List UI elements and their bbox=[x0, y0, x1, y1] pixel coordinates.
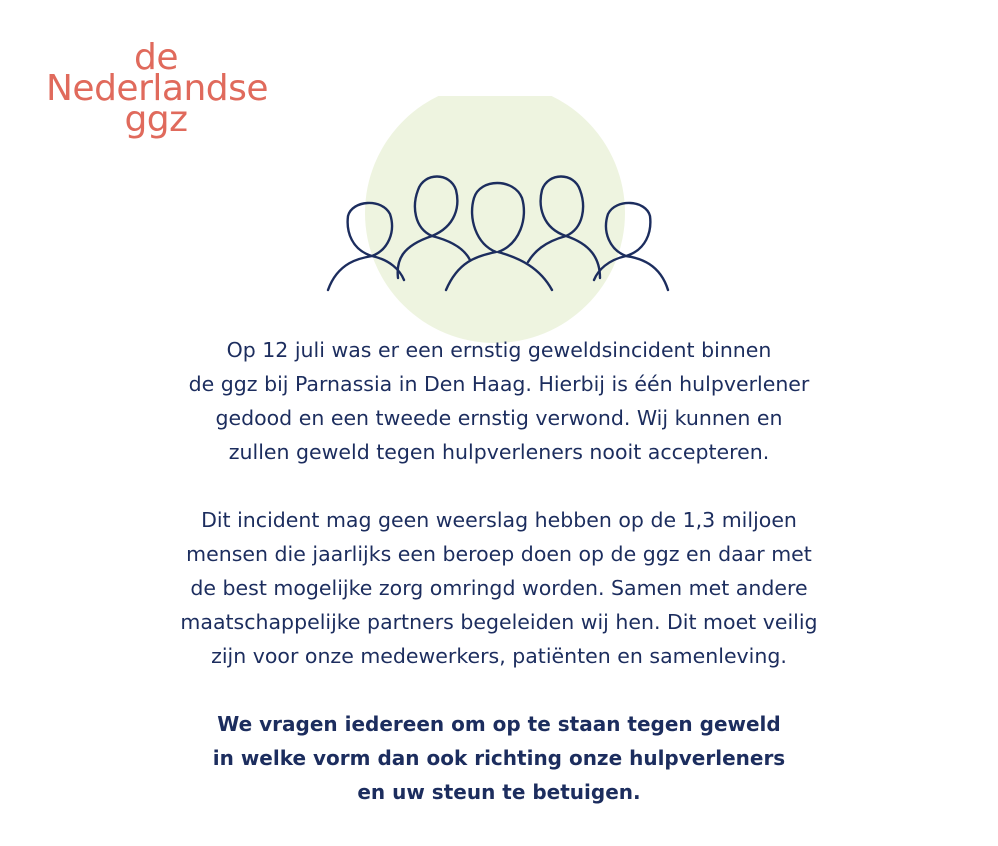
nederlandse-ggz-logo bbox=[46, 37, 269, 140]
paragraph-1-line-1: Op 12 juli was er een ernstig geweldsincident binnen bbox=[226, 338, 772, 362]
paragraph-2-line-4: maatschappelijke partners begeleiden wij hen. Dit moet veilig bbox=[180, 610, 818, 634]
paragraph-2-line-2: mensen die jaarlijks een beroep doen op de ggz en daar met bbox=[186, 542, 812, 566]
group-of-people-icon bbox=[318, 96, 678, 346]
paragraph-spacer bbox=[99, 673, 899, 707]
statement bbox=[99, 333, 899, 809]
call-to-action-line-1: We vragen iedereen om op te staan tegen geweld bbox=[217, 712, 781, 736]
logo-line-de: de bbox=[134, 37, 178, 78]
paragraph-2-line-5: zijn voor onze medewerkers, patiënten en samenleving. bbox=[211, 644, 787, 668]
paragraph-spacer bbox=[99, 469, 899, 503]
paragraph-2-line-3: de best mogelijke zorg omringd worden. Samen met andere bbox=[190, 576, 808, 600]
call-to-action-line-3: en uw steun te betuigen. bbox=[357, 780, 641, 804]
paragraph-1-line-4: zullen geweld tegen hulpverleners nooit accepteren. bbox=[228, 440, 770, 464]
paragraph-1-line-2: de ggz bij Parnassia in Den Haag. Hierbij is één hulpverlener bbox=[188, 372, 810, 396]
paragraph-2-line-1: Dit incident mag geen weerslag hebben op de 1,3 miljoen bbox=[201, 508, 797, 532]
paragraph-1-line-3: gedood en een tweede ernstig verwond. Wij kunnen en bbox=[215, 406, 783, 430]
call-to-action-line-2: in welke vorm dan ook richting onze hulpverleners bbox=[212, 746, 786, 770]
logo-line-nederlandse: Nederlandse bbox=[46, 68, 269, 109]
logo-line-ggz: ggz bbox=[124, 99, 188, 140]
background-circle bbox=[365, 96, 625, 343]
